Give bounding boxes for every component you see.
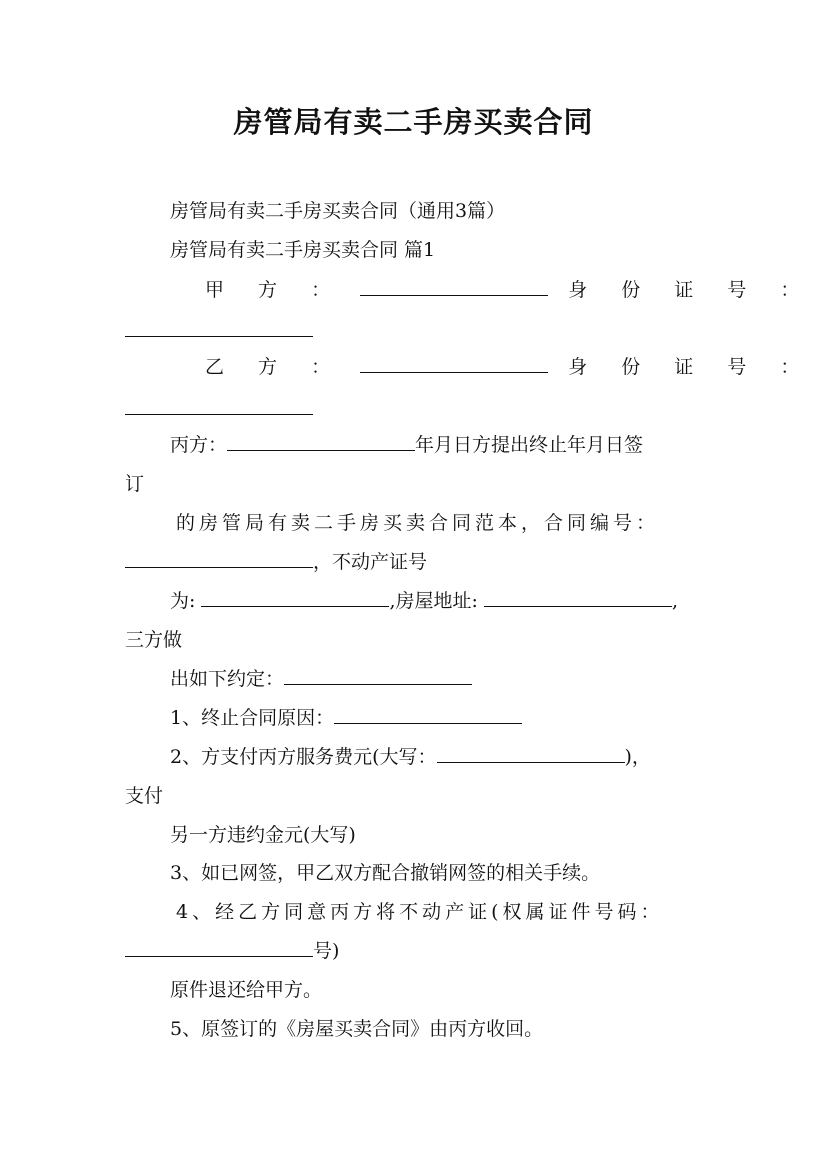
item-4-cont2: 原件退还给甲方。 <box>170 979 323 1001</box>
section-heading: 房管局有卖二手房买卖合同 篇1 <box>170 239 436 261</box>
address-suffix: , <box>671 590 678 612</box>
item-1-blank <box>334 705 522 724</box>
item-4-cont <box>125 938 339 964</box>
party-c-prefix: 丙方： <box>170 434 228 456</box>
party-a-line <box>205 277 814 303</box>
address-cont: 三方做 <box>125 629 183 651</box>
contract-line: 的房管局有卖二手房买卖合同范本，合同编号： <box>176 512 660 534</box>
party-c-suffix: 年月日方提出终止年月日签 <box>415 434 644 456</box>
agree-blank <box>284 666 472 685</box>
agree-line <box>170 666 472 692</box>
party-a-id-blank <box>125 318 313 337</box>
item-3: 3、如已网签，甲乙双方配合撤销网签的相关手续。 <box>170 862 601 884</box>
agree-label: 出如下约定： <box>170 668 285 690</box>
party-b-id-blank-line <box>125 396 313 422</box>
party-c-line <box>170 432 643 458</box>
item-1 <box>170 705 522 731</box>
item-2-cont: 支付 <box>125 785 164 807</box>
party-c-cont: 订 <box>125 473 145 495</box>
party-b-name-blank <box>360 354 548 373</box>
party-b-label: 乙 方 ： <box>205 356 345 378</box>
item-5: 5、原签订的《房屋买卖合同》由丙方收回。 <box>170 1018 544 1040</box>
party-b-id-blank <box>125 396 313 415</box>
item-2-cont2: 另一方违约金元(大写) <box>170 824 356 846</box>
party-a-id-blank-line <box>125 318 313 344</box>
cert-line <box>125 549 427 575</box>
item-2-blank <box>437 744 625 763</box>
party-a-label: 甲 方 ： <box>205 279 345 301</box>
party-b-line <box>205 354 814 380</box>
item-4-cont-suffix: 号) <box>313 940 340 962</box>
cert-number-blank <box>201 588 389 607</box>
address-middle: ,房屋地址: <box>389 590 484 612</box>
item-4-blank <box>125 938 313 957</box>
address-prefix: 为: <box>170 590 202 612</box>
item-2 <box>170 744 651 770</box>
address-blank <box>484 588 672 607</box>
address-line <box>170 588 678 614</box>
party-a-id-label: 身 份 证 号 ： <box>568 279 814 301</box>
party-a-name-blank <box>360 277 548 296</box>
party-c-blank <box>227 432 415 451</box>
item-4: 4、经乙方同意丙方将不动产证(权属证件号码： <box>176 901 664 923</box>
cert-line-suffix: ，不动产证号 <box>313 551 428 573</box>
document-title: 房管局有卖二手房买卖合同 <box>233 105 594 139</box>
item-2-suffix: )， <box>624 746 651 768</box>
item-1-label: 1、终止合同原因： <box>170 707 335 729</box>
contract-number-blank <box>125 549 313 568</box>
party-b-id-label: 身 份 证 号 ： <box>568 356 814 378</box>
item-2-prefix: 2、方支付丙方服务费元(大写： <box>170 746 437 768</box>
document-subtitle: 房管局有卖二手房买卖合同（通用3篇） <box>170 200 506 222</box>
